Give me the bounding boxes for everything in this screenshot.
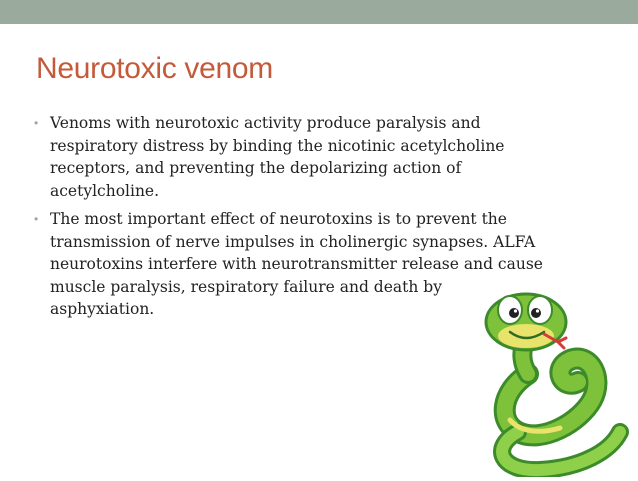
cartoon-snake-icon	[470, 282, 630, 477]
bullet-text-line: neurotoxins interfere with neurotransmitter release and cause	[50, 255, 543, 273]
bullet-text-line: transmission of nerve impulses in cholinergic synapses. ALFA	[50, 232, 536, 251]
bullet-text-line: muscle paralysis, respiratory failure and death by	[50, 277, 442, 296]
slide-title: Neurotoxic venom	[36, 52, 273, 85]
bullet-text-line: acetylcholine.	[50, 181, 160, 200]
bullet-text-line: asphyxiation.	[50, 300, 155, 318]
top-accent-bar	[0, 0, 638, 24]
bullet-text-line: receptors, and preventing the depolarizing action of	[50, 159, 462, 177]
bullet-marker: •	[34, 116, 39, 130]
bullet-text-line: respiratory distress by binding the nicotinic acetylcholine	[50, 136, 505, 155]
bullet-item	[32, 112, 612, 202]
bullet-text-line: The most important effect of neurotoxins is to prevent the	[50, 210, 507, 228]
bullet-text-line: Venoms with neurotoxic activity produce paralysis and	[50, 114, 481, 132]
bullet-marker: •	[34, 212, 39, 226]
